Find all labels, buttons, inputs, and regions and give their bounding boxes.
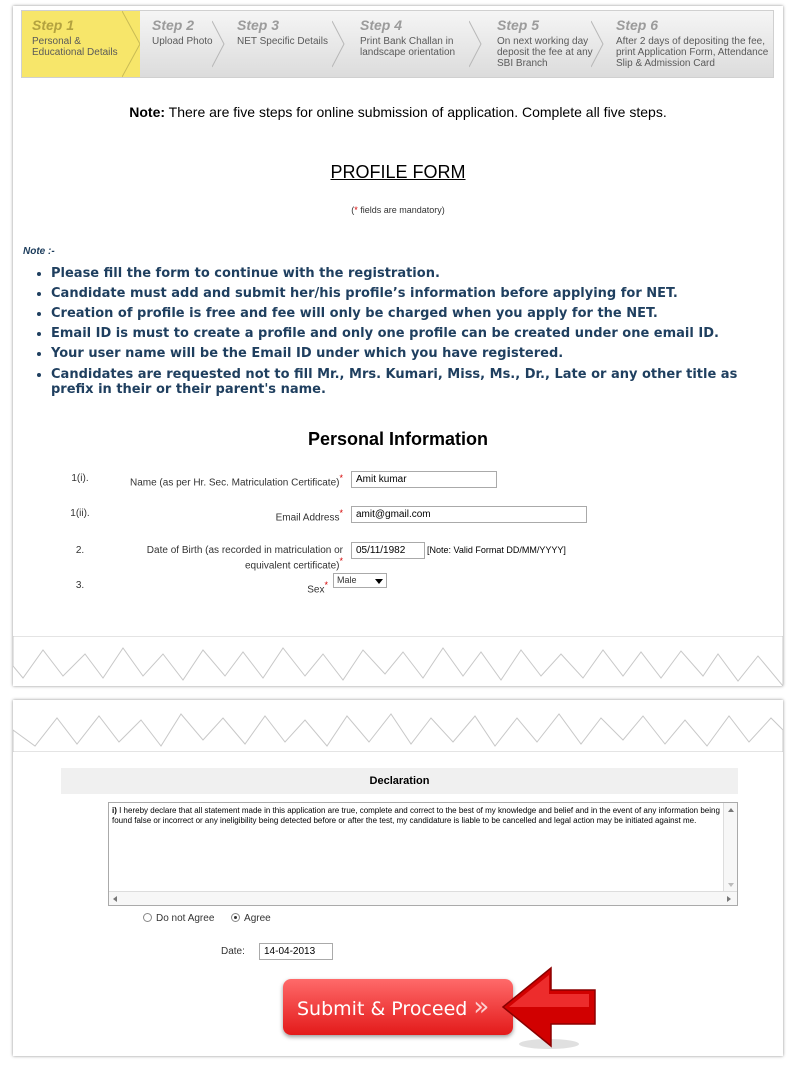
vertical-scrollbar[interactable]: [723, 803, 737, 891]
mandatory-text: fields are mandatory): [357, 205, 445, 215]
declaration-textarea[interactable]: [108, 802, 738, 906]
step-chevron-icon: [332, 11, 350, 77]
list-item: • Email ID is must to create a profile and only one profile can be created under one email ID.: [51, 324, 771, 344]
email-field[interactable]: amit@gmail.com: [351, 506, 587, 523]
double-chevron-icon: »: [473, 992, 490, 1022]
note-text: There are five steps for online submission of application. Complete all five steps.: [165, 104, 667, 120]
label-text: Email Address: [275, 512, 340, 524]
page-title: PROFILE FORM: [330, 162, 466, 182]
dob-format-hint: [Note: Valid Format DD/MM/YYYY]: [427, 545, 566, 555]
radio-label: Agree: [244, 913, 271, 924]
date-field[interactable]: 14-04-2013: [259, 943, 333, 960]
step-number: Step 1: [32, 17, 75, 33]
row-index: 1(ii).: [70, 508, 90, 519]
step-number: Step 4: [360, 17, 403, 33]
step-desc: NET Specific Details: [237, 36, 328, 47]
step-6[interactable]: [606, 11, 774, 77]
list-item: • Your user name will be the Email ID under which you have registered.: [51, 344, 771, 364]
step-chevron-icon: [122, 11, 140, 77]
torn-edge-icon: [13, 700, 783, 752]
section-title: Personal Information: [307, 429, 489, 449]
dob-field[interactable]: 05/11/1982: [351, 542, 425, 559]
row-index: 2.: [75, 545, 85, 556]
submit-label: Submit & Proceed: [297, 998, 468, 1020]
instruction-list: [31, 264, 771, 397]
step-3[interactable]: [227, 11, 337, 77]
note-label: Note:: [129, 104, 166, 120]
step-number: Step 6: [616, 17, 659, 33]
field-label: [103, 545, 343, 571]
declaration-text: [112, 806, 722, 825]
list-item: • Creation of profile is free and fee will only be charged when you apply for the NET.: [51, 304, 771, 324]
agree-radio[interactable]: [231, 913, 271, 924]
required-star: *: [339, 556, 343, 566]
radio-selected-icon: [231, 913, 240, 922]
required-star: *: [354, 205, 358, 215]
date-label: Date:: [221, 946, 245, 957]
required-star: *: [339, 508, 343, 518]
top-panel: [13, 6, 783, 686]
step-desc: Upload Photo: [152, 36, 213, 47]
mandatory-hint: [13, 205, 783, 215]
name-field[interactable]: Amit kumar: [351, 471, 497, 488]
row-index: 3.: [75, 580, 85, 591]
horizontal-scrollbar[interactable]: [109, 891, 737, 905]
mandatory-open: (: [351, 205, 355, 215]
step-5[interactable]: [487, 11, 597, 77]
step-chevron-icon: [469, 11, 487, 77]
torn-edge-icon: [13, 636, 783, 686]
declaration-body: I hereby declare that all statement made in this application are true, complete and correct to the best of my knowledge and belief and in the event of any information being found false or incorrect or any ineligibility being detected before or after the test, my candidature is liable to be cancelled and legal action may be initiated against me.: [112, 806, 720, 825]
label-text: Date of Birth (as recorded in matriculation or equivalent certificate): [146, 545, 343, 572]
field-label: [103, 473, 343, 488]
list-item: • Candidates are requested not to fill Mr., Mrs. Kumari, Miss, Ms., Dr., Late or any other title as prefix in their or their parent's name.: [51, 367, 771, 397]
step-desc: After 2 days of depositing the fee, print Application Form, Attendance Slip & Admission Card: [616, 36, 769, 69]
label-text: Sex: [307, 584, 325, 596]
sex-select-value: Male: [337, 575, 357, 585]
note-heading: Note :-: [23, 246, 55, 257]
step-4[interactable]: [350, 11, 475, 77]
step-number: Step 2: [152, 17, 195, 33]
submit-proceed-button[interactable]: [283, 979, 513, 1035]
sex-select[interactable]: [333, 573, 387, 588]
step-desc: On next working day deposit the fee at any SBI Branch: [497, 36, 593, 69]
step-number: Step 5: [497, 17, 540, 33]
steps-note: [13, 104, 783, 120]
row-index: 1(i).: [71, 473, 89, 484]
do-not-agree-radio[interactable]: [143, 913, 214, 924]
step-desc: Personal & Educational Details: [32, 36, 118, 58]
pointer-arrow-icon: [499, 962, 599, 1052]
radio-icon: [143, 913, 152, 922]
steps-bar: [21, 10, 774, 78]
radio-label: Do not Agree: [156, 913, 215, 924]
field-label: [88, 580, 328, 595]
step-desc: Print Bank Challan in landscape orientation: [360, 36, 456, 58]
required-star: *: [339, 473, 343, 483]
label-text: Name (as per Hr. Sec. Matriculation Certificate): [129, 477, 340, 489]
agreement-radios: [143, 913, 271, 924]
declaration-prefix: i): [112, 806, 117, 815]
chevron-down-icon: [375, 579, 383, 584]
scroll-arrows-icon: [109, 892, 737, 906]
declaration-header: Declaration: [61, 768, 738, 794]
list-item: • Candidate must add and submit her/his profile’s information before applying for NET.: [51, 284, 771, 304]
required-star: *: [324, 580, 328, 590]
list-item: • Please fill the form to continue with the registration.: [51, 264, 771, 284]
step-number: Step 3: [237, 17, 280, 33]
scroll-arrows-icon: [724, 803, 738, 891]
bottom-panel: [13, 700, 783, 1056]
step-2[interactable]: [142, 11, 222, 77]
field-label: [103, 508, 343, 523]
